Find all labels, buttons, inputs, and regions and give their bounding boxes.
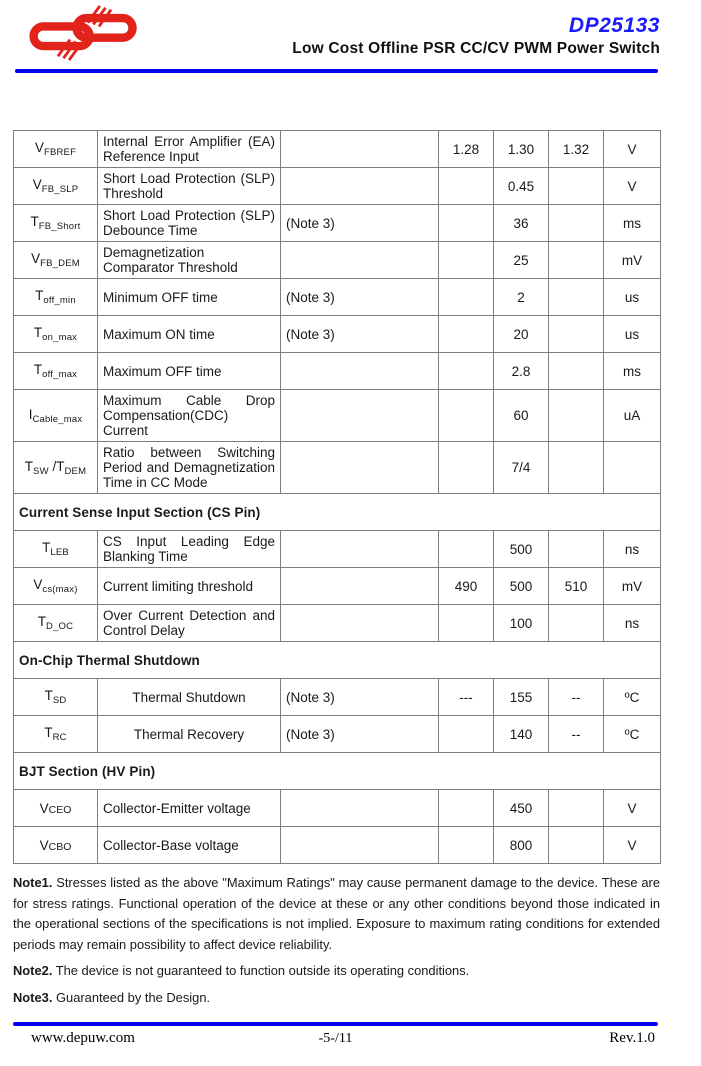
title-block — [292, 14, 660, 58]
max-cell: 510 — [549, 568, 604, 605]
max-cell — [549, 279, 604, 316]
min-cell — [439, 605, 494, 642]
min-cell — [439, 716, 494, 753]
typ-cell: 60 — [494, 390, 549, 442]
symbol-cell: $T_{on\_max}$ — [14, 316, 98, 353]
table-row — [14, 131, 661, 168]
condition-cell — [281, 390, 439, 442]
product-subtitle: Low Cost Offline PSR CC/CV PWM Power Switch — [292, 40, 660, 57]
symbol-cell: $V_{FBREF}$ — [14, 131, 98, 168]
symbol-subscript: FB_SLP — [41, 184, 79, 195]
condition-cell: (Note 3) — [281, 279, 439, 316]
symbol-subscript: SW — [33, 465, 49, 477]
description-cell: CS Input Leading Edge Blanking Time — [98, 531, 281, 568]
symbol-subscript: off_min — [43, 295, 76, 306]
page-content — [13, 130, 660, 1008]
section-row — [14, 494, 661, 531]
table-row — [14, 353, 661, 390]
min-cell: 1.28 — [439, 131, 494, 168]
condition-cell — [281, 790, 439, 827]
min-cell — [439, 316, 494, 353]
max-cell — [549, 531, 604, 568]
condition-cell — [281, 568, 439, 605]
spec-table — [13, 130, 661, 864]
description-cell: Maximum ON time — [98, 316, 281, 353]
condition-cell: (Note 3) — [281, 679, 439, 716]
description-cell: Maximum OFF time — [98, 353, 281, 390]
min-cell — [439, 353, 494, 390]
table-row — [14, 827, 661, 864]
max-cell — [549, 242, 604, 279]
table-row — [14, 679, 661, 716]
symbol-subscript: on_max — [42, 332, 78, 343]
symbol-subscript: FB_Short — [38, 221, 81, 232]
min-cell — [439, 442, 494, 494]
condition-cell — [281, 168, 439, 205]
unit-cell: V — [604, 790, 661, 827]
symbol-cell: $T_{SW}$ $/T_{DEM}$ — [14, 442, 98, 494]
unit-cell: mV — [604, 568, 661, 605]
description-cell: Collector-Emitter voltage — [98, 790, 281, 827]
symbol-cell: $T_{D\_OC}$ — [14, 605, 98, 642]
note-2 — [13, 961, 660, 982]
footer-page-number: -5-/11 — [318, 1031, 353, 1046]
table-row — [14, 242, 661, 279]
typ-cell: 1.30 — [494, 131, 549, 168]
unit-cell: ºC — [604, 716, 661, 753]
page-header — [0, 0, 701, 74]
table-row — [14, 716, 661, 753]
unit-cell: V — [604, 168, 661, 205]
header-rule — [15, 69, 658, 73]
symbol-subscript: RC — [52, 732, 67, 743]
condition-cell — [281, 531, 439, 568]
section-label: BJT Section (HV Pin) — [14, 753, 661, 790]
symbol-cell: VCEO — [14, 790, 98, 827]
min-cell — [439, 168, 494, 205]
typ-cell: 140 — [494, 716, 549, 753]
unit-cell: ms — [604, 353, 661, 390]
spec-table-body — [14, 131, 661, 864]
max-cell: 1.32 — [549, 131, 604, 168]
symbol-subscript: Cable_max — [32, 413, 83, 425]
typ-cell: 2 — [494, 279, 549, 316]
symbol-cell: $T_{LEB}$ — [14, 531, 98, 568]
description-cell: Minimum OFF time — [98, 279, 281, 316]
condition-cell: (Note 3) — [281, 205, 439, 242]
unit-cell — [604, 442, 661, 494]
description-cell: Demagnetization Comparator Threshold — [98, 242, 281, 279]
typ-cell: 450 — [494, 790, 549, 827]
section-row — [14, 642, 661, 679]
unit-cell: ns — [604, 531, 661, 568]
description-cell: Internal Error Amplifier (EA) Reference Input — [98, 131, 281, 168]
table-row — [14, 605, 661, 642]
section-label: On-Chip Thermal Shutdown — [14, 642, 661, 679]
description-cell: Maximum Cable Drop Compensation(CDC) Current — [98, 390, 281, 442]
symbol-cell: $V_{FB\_DEM}$ — [14, 242, 98, 279]
typ-cell: 25 — [494, 242, 549, 279]
symbol-subscript: FBREF — [43, 147, 77, 158]
min-cell — [439, 790, 494, 827]
description-cell: Short Load Protection (SLP) Threshold — [98, 168, 281, 205]
symbol-cell: $T_{SD}$ — [14, 679, 98, 716]
min-cell: --- — [439, 679, 494, 716]
condition-cell: (Note 3) — [281, 716, 439, 753]
description-cell: Short Load Protection (SLP) Debounce Time — [98, 205, 281, 242]
table-row — [14, 790, 661, 827]
min-cell — [439, 531, 494, 568]
unit-cell: mV — [604, 242, 661, 279]
note-1 — [13, 873, 660, 955]
description-cell: Over Current Detection and Control Delay — [98, 605, 281, 642]
table-row — [14, 168, 661, 205]
max-cell: -- — [549, 679, 604, 716]
unit-cell: V — [604, 827, 661, 864]
unit-cell: ns — [604, 605, 661, 642]
table-row — [14, 568, 661, 605]
footer-website-link[interactable]: www.depuw.com — [31, 1030, 135, 1046]
symbol-cell: VCBO — [14, 827, 98, 864]
max-cell — [549, 390, 604, 442]
min-cell — [439, 205, 494, 242]
max-cell — [549, 168, 604, 205]
min-cell — [439, 827, 494, 864]
condition-cell — [281, 827, 439, 864]
symbol-cell: $I_{Cable\_max}$ — [14, 390, 98, 442]
typ-cell: 0.45 — [494, 168, 549, 205]
max-cell — [549, 442, 604, 494]
unit-cell: us — [604, 279, 661, 316]
max-cell — [549, 205, 604, 242]
table-row — [14, 205, 661, 242]
part-number: DP25133 — [568, 14, 660, 37]
note-2-text: The device is not guaranteed to function outside its operating conditions. — [55, 963, 470, 978]
typ-cell: 500 — [494, 568, 549, 605]
description-cell: Thermal Recovery — [98, 716, 281, 753]
symbol-subscript: LEB — [50, 547, 69, 558]
symbol-cell: $V_{FB\_SLP}$ — [14, 168, 98, 205]
footer-row — [13, 1030, 658, 1050]
symbol-subscript: cs(max) — [42, 584, 78, 595]
min-cell — [439, 390, 494, 442]
note-3-text: Guaranteed by the Design. — [56, 989, 211, 1005]
symbol-cell: $V_{cs(max)}$ — [14, 568, 98, 605]
min-cell — [439, 279, 494, 316]
table-row — [14, 442, 661, 494]
condition-cell: (Note 3) — [281, 316, 439, 353]
symbol-cell: $T_{off\_max}$ — [14, 353, 98, 390]
note-2-label: Note2. — [13, 963, 53, 978]
symbol-subscript: SD — [52, 695, 67, 706]
section-row — [14, 753, 661, 790]
max-cell — [549, 605, 604, 642]
condition-cell — [281, 353, 439, 390]
unit-cell: us — [604, 316, 661, 353]
symbol-subscript: off_max — [42, 369, 78, 380]
min-cell: 490 — [439, 568, 494, 605]
section-label: Current Sense Input Section (CS Pin) — [14, 494, 661, 531]
unit-cell: ms — [604, 205, 661, 242]
footer-rule — [13, 1022, 658, 1026]
max-cell: -- — [549, 716, 604, 753]
min-cell — [439, 242, 494, 279]
condition-cell — [281, 131, 439, 168]
note-1-label: Note1. — [13, 875, 53, 890]
condition-cell — [281, 242, 439, 279]
typ-cell: 7/4 — [494, 442, 549, 494]
unit-cell: ºC — [604, 679, 661, 716]
max-cell — [549, 827, 604, 864]
description-cell: Collector-Base voltage — [98, 827, 281, 864]
table-row — [14, 279, 661, 316]
typ-cell: 36 — [494, 205, 549, 242]
condition-cell — [281, 605, 439, 642]
dp-logo-icon — [28, 5, 140, 66]
table-row — [14, 531, 661, 568]
note-1-text: Stresses listed as the above "Maximum Ratings" may cause permanent damage to the device. These are for stress ratings. Functional operation of the device at these or any other conditions beyond those indicated in the operational sections of the specifications is not implied. Exposure to maximum rating conditions for extended periods may remain possibility to affect device reliability. — [13, 875, 660, 952]
description-cell: Thermal Shutdown — [98, 679, 281, 716]
description-cell: Current limiting threshold — [98, 568, 281, 605]
typ-cell: 155 — [494, 679, 549, 716]
typ-cell: 100 — [494, 605, 549, 642]
symbol-smallcaps: CEO — [48, 803, 72, 816]
typ-cell: 500 — [494, 531, 549, 568]
typ-cell: 800 — [494, 827, 549, 864]
table-row — [14, 390, 661, 442]
typ-cell: 2.8 — [494, 353, 549, 390]
typ-cell: 20 — [494, 316, 549, 353]
page-footer — [13, 1022, 658, 1050]
symbol-cell: $T_{off\_min}$ — [14, 279, 98, 316]
table-row — [14, 316, 661, 353]
condition-cell — [281, 442, 439, 494]
max-cell — [549, 790, 604, 827]
note-3 — [13, 988, 660, 1009]
symbol-subscript: D_OC — [46, 621, 74, 632]
footer-revision: Rev.1.0 — [609, 1030, 655, 1046]
notes-section — [13, 873, 660, 1008]
symbol-subscript: FB_DEM — [40, 258, 80, 269]
max-cell — [549, 316, 604, 353]
unit-cell: V — [604, 131, 661, 168]
symbol-cell: $T_{FB\_Short}$ — [14, 205, 98, 242]
symbol-subscript: DEM — [64, 465, 87, 477]
symbol-cell: $T_{RC}$ — [14, 716, 98, 753]
description-cell: Ratio between Switching Period and Demagnetization Time in CC Mode — [98, 442, 281, 494]
unit-cell: uA — [604, 390, 661, 442]
max-cell — [549, 353, 604, 390]
symbol-smallcaps: CBO — [48, 840, 72, 853]
note-3-label: Note3. — [13, 989, 53, 1005]
